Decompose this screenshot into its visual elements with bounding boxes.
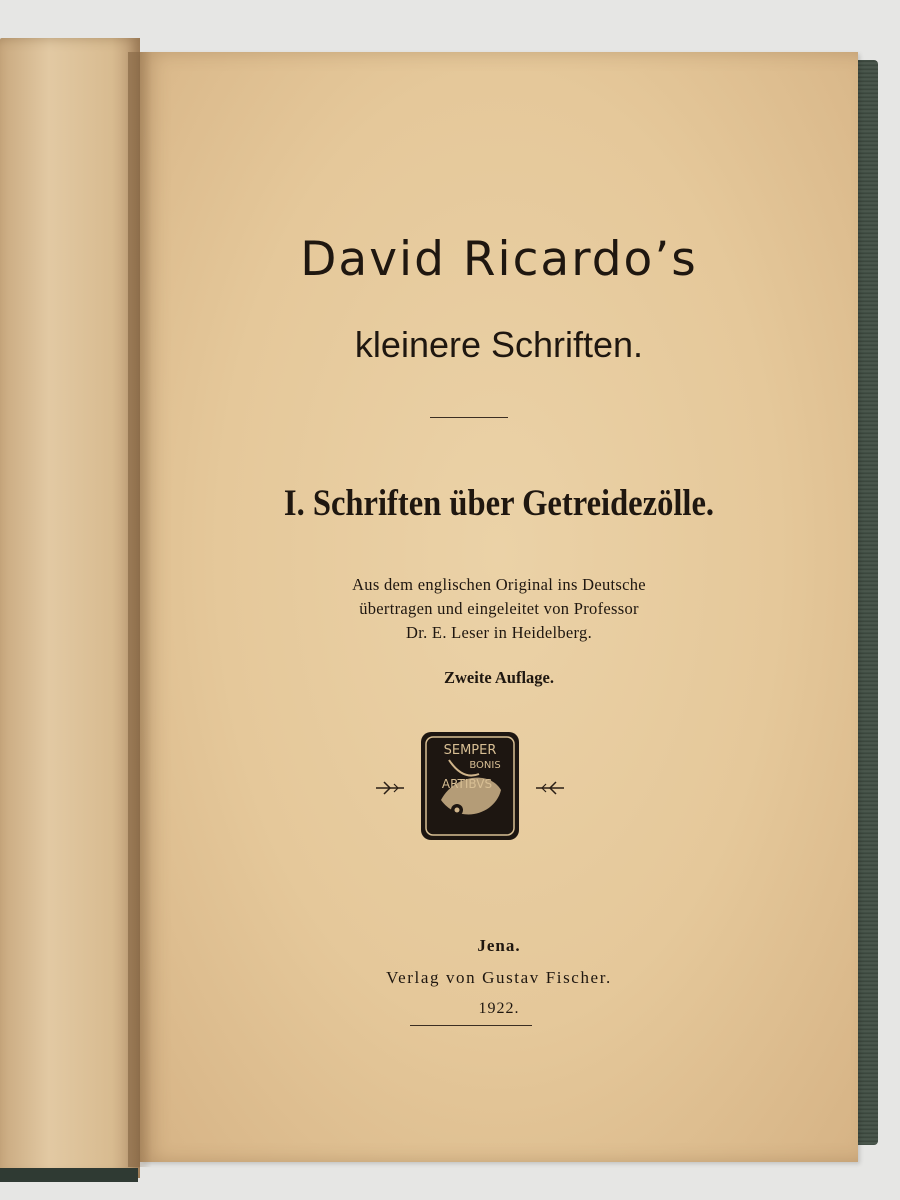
edition-note: Zweite Auflage. [444, 668, 554, 687]
imprint-publisher: Verlag von Gustav Fischer. [386, 968, 612, 987]
left-cover-edge [0, 1168, 138, 1182]
title-page [140, 52, 858, 1162]
emblem-motto-2: BONIS [469, 760, 501, 771]
emblem-motto-3: ARTIBVS [441, 777, 493, 791]
left-page [0, 38, 140, 1178]
divider-rule [430, 417, 508, 418]
bottom-rule [410, 1025, 532, 1026]
ornament-left-icon [374, 778, 406, 798]
author-heading: David Ricardo’s [300, 232, 698, 287]
publisher-emblem-icon [419, 730, 521, 842]
page-gutter-shadow [128, 52, 152, 1167]
credit-line: Dr. E. Leser in Heidelberg. [405, 623, 593, 642]
credit-line: Aus dem englischen Original ins Deutsche [352, 575, 646, 594]
emblem-motto-1: SEMPER [443, 743, 497, 758]
volume-title: I. Schriften über Getreidezölle. [283, 483, 715, 524]
work-heading: kleinere Schriften. [354, 324, 644, 365]
credit-line: übertragen und eingeleitet von Professor [359, 599, 639, 618]
ornament-right-icon [534, 778, 566, 798]
imprint-year: 1922. [478, 1000, 520, 1017]
imprint-city: Jena. [477, 936, 521, 955]
